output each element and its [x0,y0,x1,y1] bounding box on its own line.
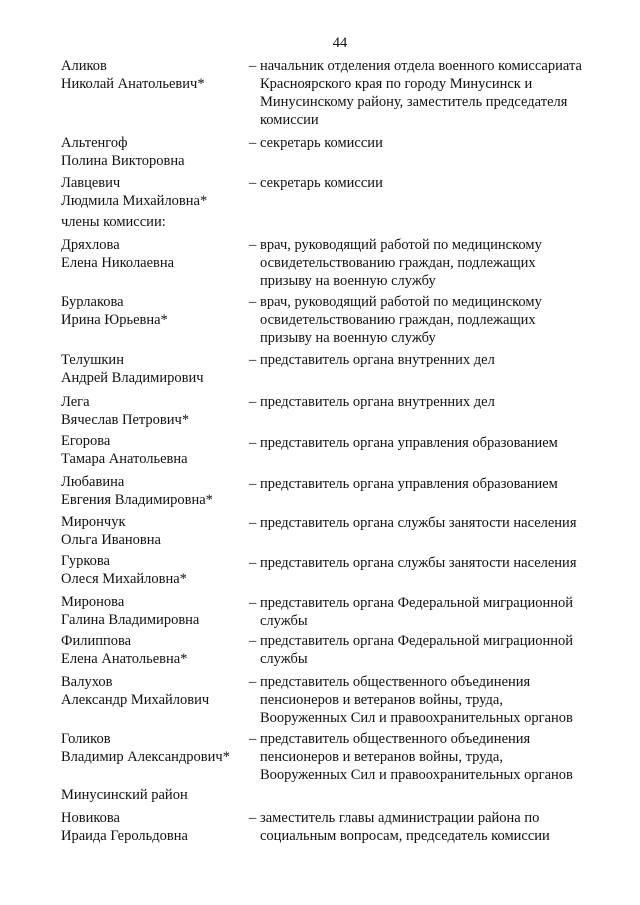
role-line: службы [260,613,308,629]
role-line: Красноярского края по городу Минусинск и [260,76,533,92]
member-name [61,473,213,509]
dash: – [249,555,257,571]
members-heading: члены комиссии: [61,214,166,230]
given-name: Елена Николаевна [61,255,175,271]
dash: – [249,237,257,253]
dash: – [249,135,257,151]
member-name [61,393,189,429]
role-line: представитель органа службы занятости населения [260,555,577,571]
surname: Лега [61,394,90,410]
member-role [249,475,609,493]
surname: Аликов [61,58,107,74]
district-heading: Минусинский район [61,787,188,803]
role-line: службы [260,651,308,667]
given-name: Тамара Анатольевна [61,451,188,467]
role-line: представитель органа внутренних дел [260,352,495,368]
role-line: представитель общественного объединения [260,731,531,747]
member-name [61,351,204,387]
role-line: представитель органа Федеральной миграционной [260,595,574,611]
member-role [249,673,609,727]
member-role [249,293,609,347]
member-role [249,434,609,452]
surname: Лавцевич [61,175,121,191]
given-name: Александр Михайлович [61,692,210,708]
role-line: представитель органа управления образованием [260,435,558,451]
surname: Любавина [61,474,125,490]
role-line: представитель общественного объединения [260,674,531,690]
given-name: Владимир Александрович* [61,749,230,765]
member-name [61,513,161,549]
given-name: Ольга Ивановна [61,532,161,548]
member-name [61,236,174,272]
dash: – [249,352,257,368]
dash: – [249,58,257,74]
surname: Миронова [61,594,125,610]
role-line: представитель органа внутренних дел [260,394,495,410]
role-line: освидетельствованию граждан, подлежащих [260,312,536,328]
given-name: Андрей Владимирович [61,370,204,386]
role-line: представитель органа службы занятости населения [260,515,577,531]
dash: – [249,515,257,531]
member-name [61,432,188,468]
role-line: врач, руководящий работой по медицинскому [260,237,542,253]
role-line: Вооруженных Сил и правоохранительных органов [260,710,573,726]
role-line: представитель органа управления образованием [260,476,558,492]
member-name [61,730,230,766]
role-line: пенсионеров и ветеранов войны, труда, [260,692,503,708]
member-name [61,552,187,588]
surname: Бурлакова [61,294,124,310]
member-role [249,236,609,290]
given-name: Ираида Герольдовна [61,828,188,844]
dash: – [249,476,257,492]
role-line: Минусинскому району, заместитель председателя [260,94,568,110]
dash: – [249,394,257,410]
member-role [249,514,609,532]
surname: Альтенгоф [61,135,128,151]
surname: Новикова [61,810,120,826]
role-line: призыву на военную службу [260,330,436,346]
role-line: комиссии [260,112,319,128]
role-line: пенсионеров и ветеранов войны, труда, [260,749,503,765]
member-role [249,57,609,129]
role-line: секретарь комиссии [260,175,383,191]
dash: – [249,674,257,690]
member-name [61,174,207,210]
given-name: Николай Анатольевич* [61,76,205,92]
role-line: призыву на военную службу [260,273,436,289]
given-name: Елена Анатольевна* [61,651,188,667]
surname: Гуркова [61,553,110,569]
given-name: Ирина Юрьевна* [61,312,168,328]
role-line: врач, руководящий работой по медицинскому [260,294,542,310]
member-name [61,809,188,845]
dash: – [249,633,257,649]
dash: – [249,294,257,310]
surname: Голиков [61,731,111,747]
role-line: освидетельствованию граждан, подлежащих [260,255,536,271]
member-role [249,594,609,630]
member-role [249,730,609,784]
member-name [61,57,205,93]
member-role [249,134,609,152]
member-role [249,554,609,572]
role-line: представитель органа Федеральной миграционной [260,633,574,649]
role-line: Вооруженных Сил и правоохранительных органов [260,767,573,783]
surname: Телушкин [61,352,124,368]
member-name [61,673,209,709]
given-name: Вячеслав Петрович* [61,412,190,428]
member-role [249,351,609,369]
surname: Егорова [61,433,111,449]
given-name: Полина Викторовна [61,153,185,169]
given-name: Галина Владимировна [61,612,200,628]
surname: Филиппова [61,633,132,649]
surname: Валухов [61,674,113,690]
role-line: социальным вопросам, председатель комиссии [260,828,550,844]
role-line: заместитель главы администрации района по [260,810,540,826]
member-name [61,293,168,329]
surname: Мирончук [61,514,126,530]
member-role [249,174,609,192]
member-role [249,393,609,411]
given-name: Людмила Михайловна* [61,193,208,209]
given-name: Евгения Владимировна* [61,492,213,508]
member-name [61,593,199,629]
surname: Дряхлова [61,237,120,253]
given-name: Олеся Михайловна* [61,571,187,587]
member-role [249,632,609,668]
dash: – [249,731,257,747]
role-line: начальник отделения отдела военного комиссариата [260,58,582,74]
member-name [61,632,187,668]
page-number: 44 [332,35,348,51]
dash: – [249,595,257,611]
member-name [61,134,185,170]
dash: – [249,175,257,191]
role-line: секретарь комиссии [260,135,383,151]
member-role [249,809,609,845]
dash: – [249,435,257,451]
dash: – [249,810,257,826]
